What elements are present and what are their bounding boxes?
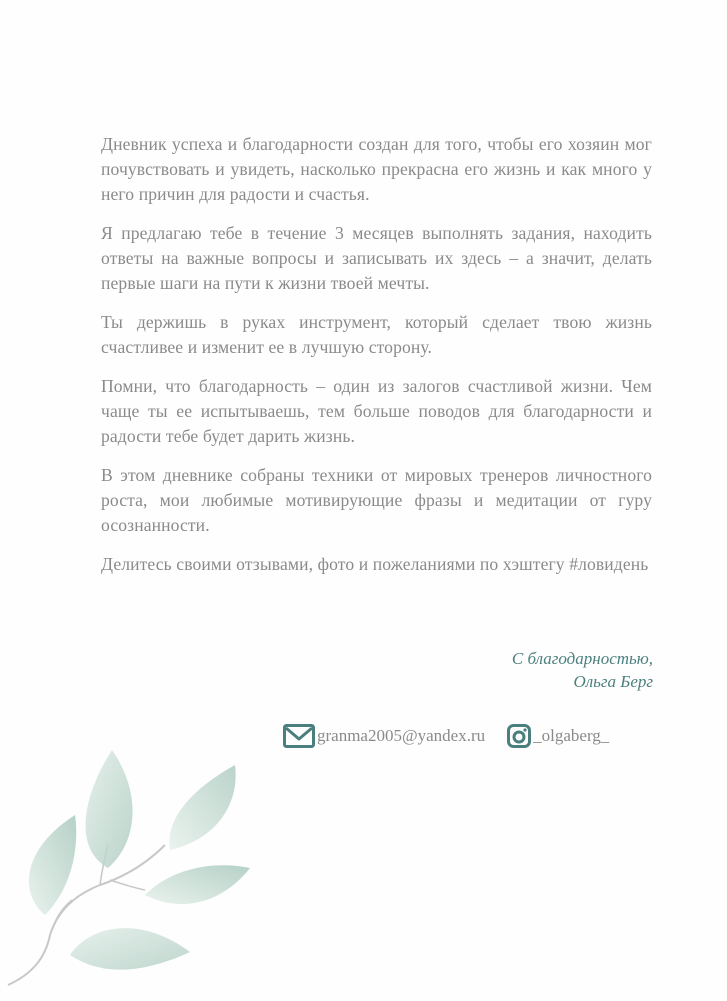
paragraph-instrument: Ты держишь в руках инструмент, который сделает твою жизнь счастливее и изменит ее в лучшую сторону. [101, 312, 652, 357]
paragraph-gratitude: Помни, что благодарность – один из залогов счастливой жизни. Чем чаще ты ее испытываешь, тем больше поводов для благодарности и радости тебе будет дарить жизнь. [101, 376, 652, 446]
instagram-handle[interactable]: _olgaberg_ [533, 726, 610, 745]
signature-closing: С благодарностью, [511, 649, 653, 668]
email-contact[interactable] [283, 724, 485, 748]
signature-name: Ольга Берг [573, 672, 653, 691]
signature [512, 647, 653, 693]
envelope-icon [283, 724, 315, 748]
leaf-branch-illustration [0, 720, 270, 1000]
instagram-icon [507, 724, 531, 748]
paragraph-techniques: В этом дневнике собраны техники от мировых тренеров личностного роста, мои любимые мотивирующие фразы и медитации от гуру осознанности. [101, 465, 652, 535]
paragraph-hashtag: Делитесь своими отзывами, фото и пожеланиями по хэштегу #ловидень [101, 554, 649, 574]
email-address[interactable]: granma2005@yandex.ru [317, 726, 486, 745]
paragraph-tasks: Я предлагаю тебе в течение 3 месяцев выполнять задания, находить ответы на важные вопросы и записывать их здесь – а значит, делать первые шаги на пути к жизни твоей мечты. [101, 223, 652, 293]
instagram-contact[interactable] [507, 724, 609, 748]
body-text [101, 132, 652, 591]
contacts [283, 724, 609, 748]
paragraph-intro: Дневник успеха и благодарности создан для того, чтобы его хозяин мог почувствовать и увидеть, насколько прекрасна его жизнь и как много у него причин для радости и счастья. [101, 134, 652, 204]
